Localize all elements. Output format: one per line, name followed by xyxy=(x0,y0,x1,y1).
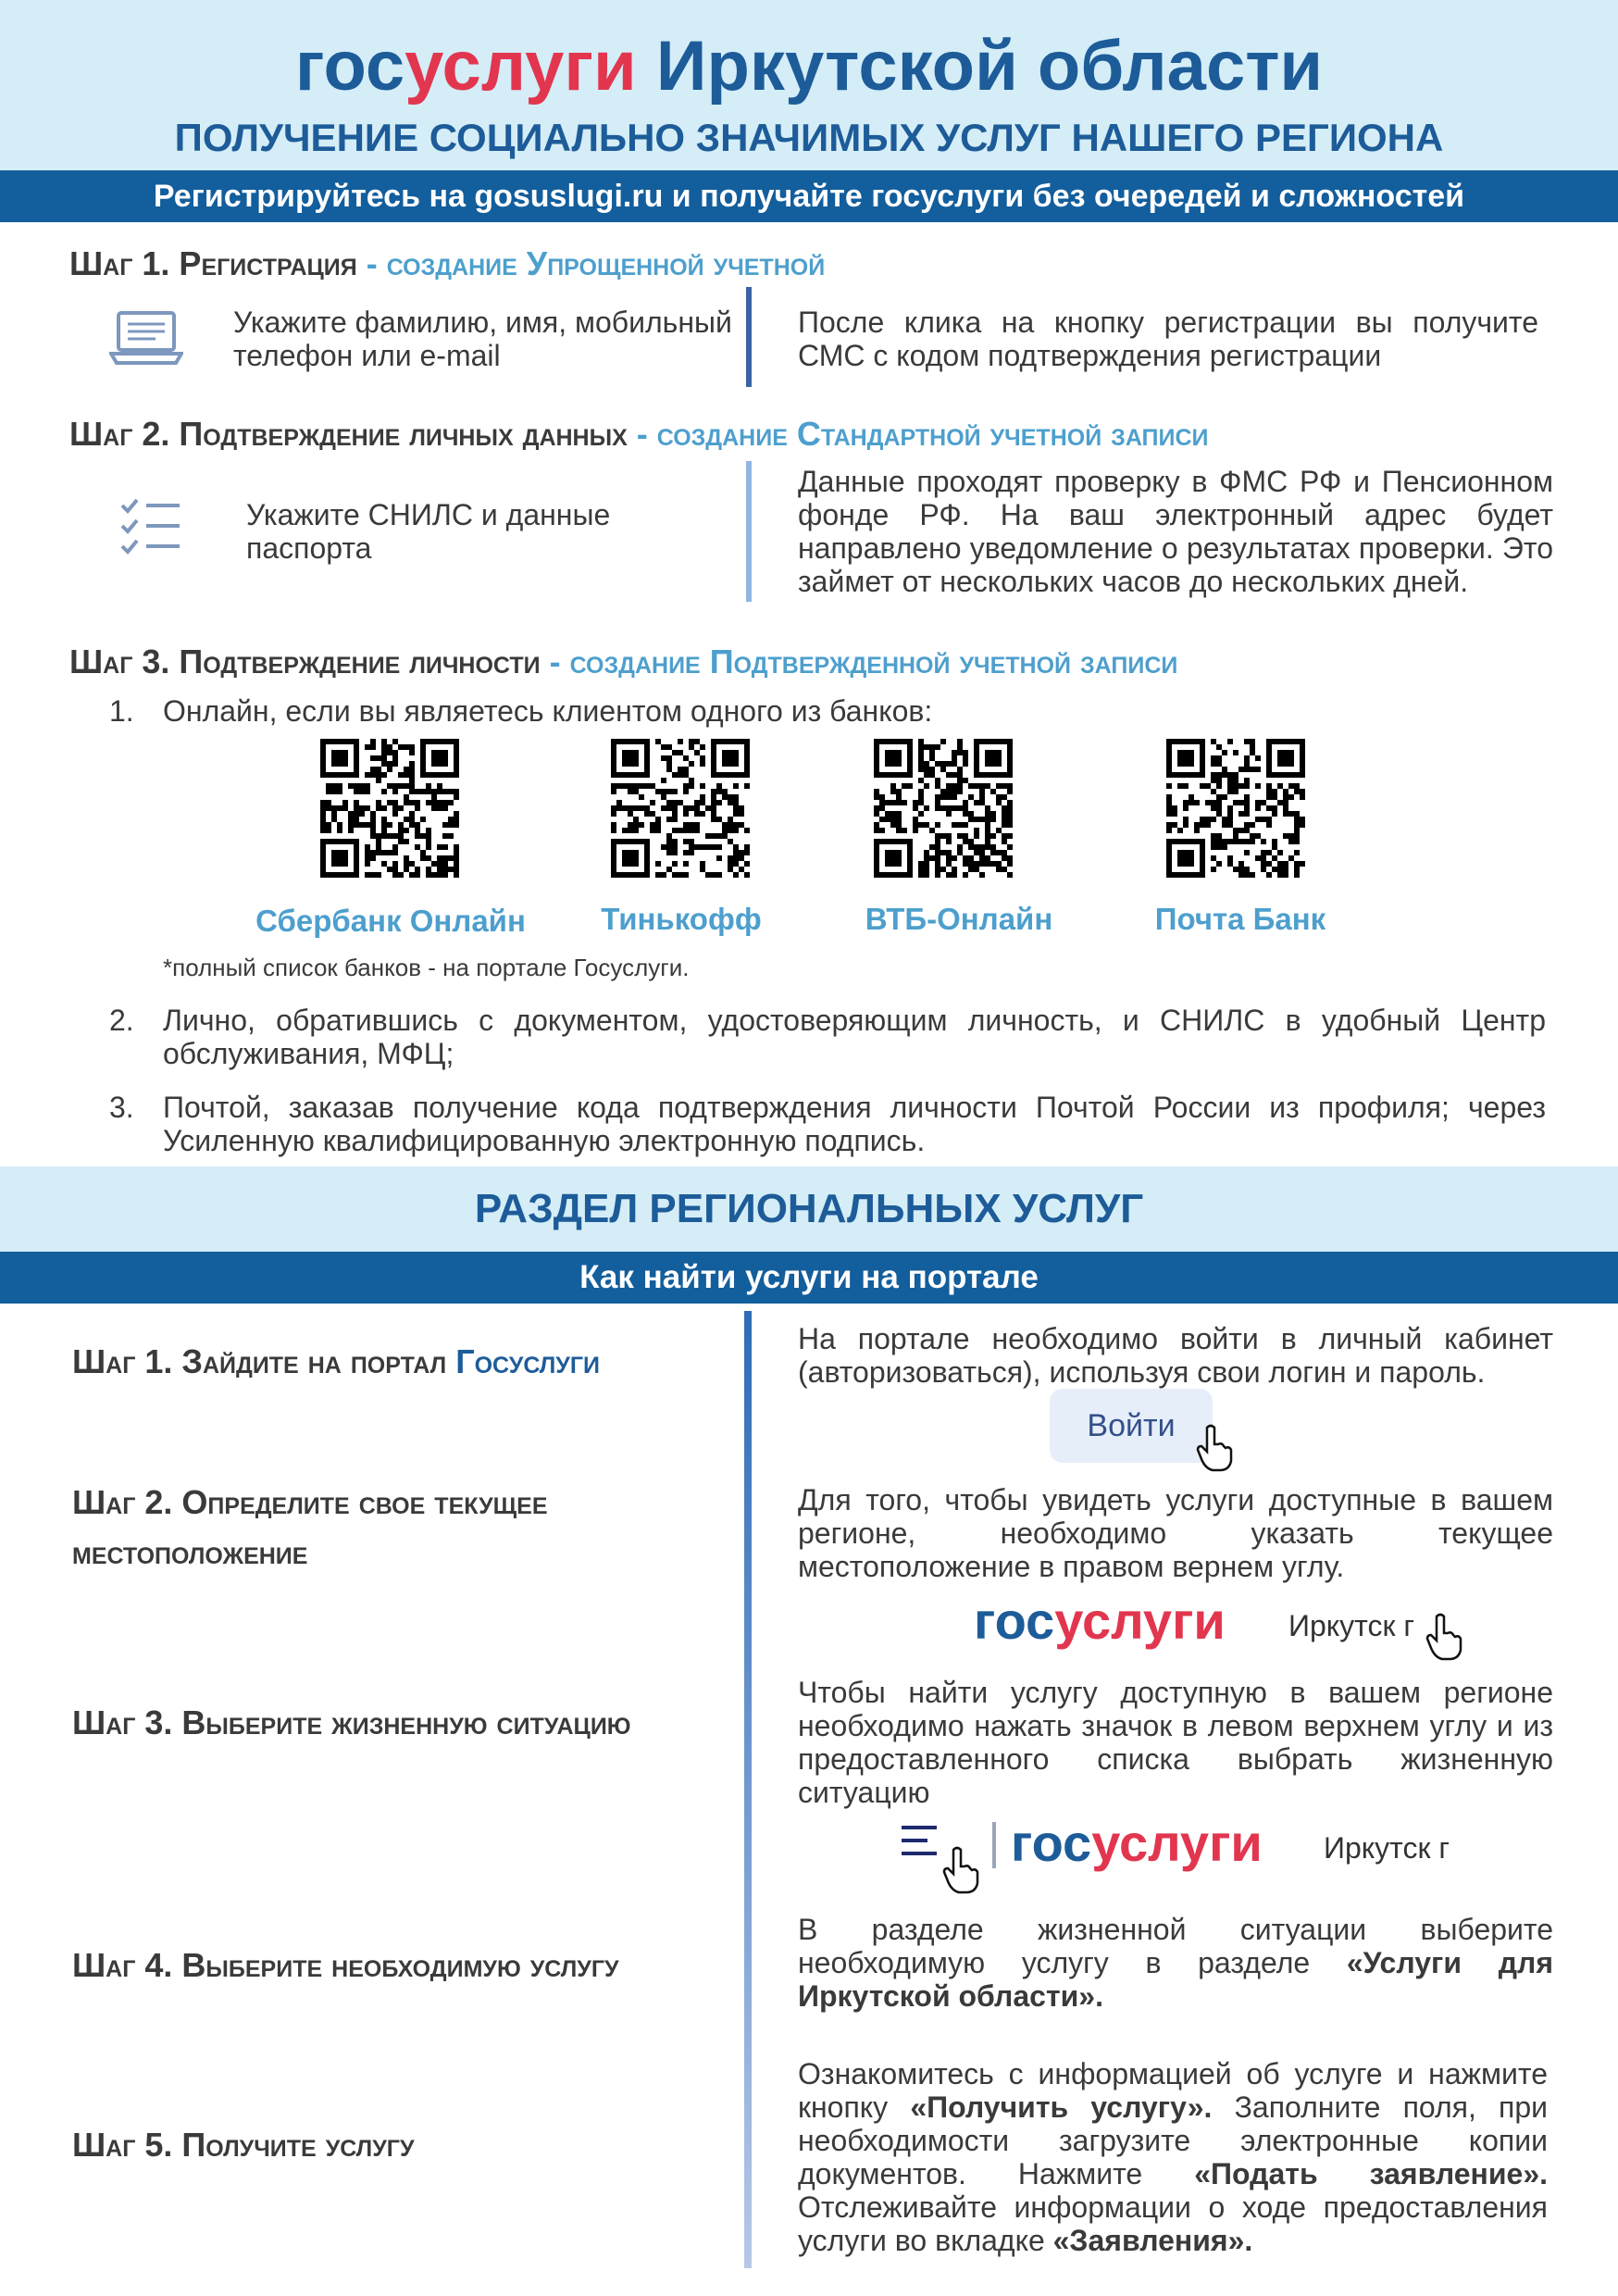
qr-code-vtb[interactable] xyxy=(874,739,1013,878)
step5-t1: Ознакомитесь с информацией об услуге и нажмите кнопку xyxy=(798,2057,1548,2124)
bank-label-tinkoff[interactable]: Тинькофф xyxy=(601,902,762,936)
step3-item3-text: Почтой, заказав получение кода подтверждения личности Почтой России из профиля; через Усиленную квалифицированную электронную подпись. xyxy=(163,1091,1546,1157)
laptop-icon xyxy=(109,309,183,367)
step2-title: Шаг 2. Подтверждение личных данных xyxy=(69,415,628,453)
banks-note: *полный список банков - на портале Госуслуги. xyxy=(163,954,690,981)
regional-step1-heading xyxy=(72,1337,720,1387)
step3-item2-text: Лично, обратившись с документом, удостоверяющим личность, и СНИЛС в удобный Центр обслуживания, МФЦ; xyxy=(163,1004,1546,1070)
step2-left-text: Укажите СНИЛС и данные паспорта xyxy=(246,498,611,565)
gosuslugi-logo xyxy=(1011,1813,1263,1873)
step1-left-text: Укажите фамилию, имя, мобильный телефон или e-mail xyxy=(233,306,732,372)
qr-code-sberbank[interactable] xyxy=(320,739,459,878)
step5-b1: «Получить услугу». xyxy=(910,2090,1213,2124)
step3-item1-text: Онлайн, если вы являетесь клиентом одного из банков: xyxy=(163,694,933,728)
register-banner: Регистрируйтесь на gosuslugi.ru и получайте госуслуги без очередей и сложностей xyxy=(0,170,1618,222)
bank-label-vtb[interactable]: ВТБ-Онлайн xyxy=(865,902,1053,936)
step1-divider xyxy=(746,287,752,387)
logo-part-gos: гос xyxy=(294,27,405,106)
step2-heading xyxy=(69,413,1209,455)
regional-step2-heading: Шаг 2. Определите свое текущее местоположение xyxy=(72,1483,548,1571)
hand-cursor-icon xyxy=(1425,1613,1464,1661)
step5-t2: Заполните поля, при необходимости загрузите электронные копии документов. Нажмите xyxy=(798,2090,1549,2190)
qr-code-tinkoff[interactable] xyxy=(611,739,750,878)
step1-subtitle: - создание Упрощенной учетной xyxy=(366,244,826,282)
menu-icon[interactable] xyxy=(900,1824,942,1861)
city-label: Иркутск г xyxy=(1324,1831,1450,1865)
regional-step4-heading: Шаг 4. Выберите необходимую услугу xyxy=(72,1946,619,1984)
step3-item1-number: 1. xyxy=(109,694,134,728)
step1-title: Шаг 1. Регистрация xyxy=(69,244,357,282)
step3-item3-number: 3. xyxy=(109,1091,134,1124)
bank-label-sberbank[interactable]: Сбербанк Онлайн xyxy=(255,904,526,938)
page-title xyxy=(0,20,1618,113)
regional-title: РАЗДЕЛ РЕГИОНАЛЬНЫХ УСЛУГ xyxy=(474,1186,1144,1231)
regional-step4-text xyxy=(798,1913,1553,2013)
logo2-part-gos: гос xyxy=(974,1591,1055,1650)
regional-step5-heading: Шаг 5. Получите услугу xyxy=(72,2126,415,2164)
gosuslugi-logo xyxy=(974,1591,1226,1651)
step5-t3: Отслеживайте информации о ходе предоставления услуги во вкладке xyxy=(798,2190,1548,2257)
regional-step4-text-plain: В разделе жизненной ситуации выберите необходимую услугу в разделе xyxy=(798,1913,1553,1979)
step3-subtitle: - создание Подтвержденной учетной записи xyxy=(549,643,1178,680)
logo3-part-gos: гос xyxy=(1011,1814,1092,1872)
step5-b2: «Подать заявление». xyxy=(1194,2157,1549,2190)
regional-step1-title: Шаг 1. Зайдите на портал xyxy=(72,1342,456,1380)
regional-step4-text-bold: «Услуги для Иркутской области». xyxy=(798,1946,1554,2013)
step3-item2-number: 2. xyxy=(109,1004,134,1037)
step2-right-text: Данные проходят проверку в ФМС РФ и Пенсионном фонде РФ. На ваш электронный адрес будет направлено уведомление о результатах проверки. Это займет от нескольких часов до нескольких дней. xyxy=(798,465,1553,598)
logo2-part-uslugi: услуги xyxy=(1054,1591,1226,1650)
step2-divider xyxy=(746,461,752,602)
region-title: Иркутской области xyxy=(655,27,1324,106)
logo3-part-uslugi: услуги xyxy=(1091,1814,1263,1872)
regional-step3-text: Чтобы найти услугу доступную в вашем регионе необходимо нажать значок в левом верхнем углу и из предоставленного списка выбрать жизненную ситуацию xyxy=(798,1676,1553,1809)
step2-subtitle: - создание Стандартной учетной записи xyxy=(636,415,1209,453)
regional-divider xyxy=(744,1311,752,2268)
step3-heading xyxy=(69,641,1177,683)
login-button[interactable]: Войти xyxy=(1050,1389,1213,1463)
regional-step5-text xyxy=(798,2057,1548,2257)
step1-right-text: После клика на кнопку регистрации вы получите СМС с кодом подтверждения регистрации xyxy=(798,306,1538,372)
step5-b3: «Заявления». xyxy=(1052,2224,1253,2257)
regional-step1-highlight: Госуслуги xyxy=(455,1342,600,1380)
regional-step1-text: На портале необходимо войти в личный кабинет (авторизоваться), используя свои логин и пароль. xyxy=(798,1322,1553,1389)
step1-heading xyxy=(69,243,825,285)
qr-code-pochta[interactable] xyxy=(1166,739,1305,878)
hand-cursor-icon xyxy=(1196,1424,1235,1472)
city-selector[interactable]: Иркутск г xyxy=(1288,1609,1415,1642)
logo-part-uslugi: услуги xyxy=(404,27,637,106)
page-subtitle: ПОЛУЧЕНИЕ СОЦИАЛЬНО ЗНАЧИМЫХ УСЛУГ НАШЕГО РЕГИОНА xyxy=(174,116,1444,159)
checklist-icon xyxy=(118,496,183,557)
step3-title: Шаг 3. Подтверждение личности xyxy=(69,643,541,680)
bank-label-pochta[interactable]: Почта Банк xyxy=(1154,902,1326,936)
regional-banner: Как найти услуги на портале xyxy=(0,1252,1618,1304)
regional-step2-text: Для того, чтобы увидеть услуги доступные в вашем регионе, необходимо указать текущее местоположение в правом вернем углу. xyxy=(798,1483,1553,1583)
regional-step3-heading: Шаг 3. Выберите жизненную ситуацию xyxy=(72,1703,631,1741)
hand-cursor-icon xyxy=(942,1846,981,1894)
logo-separator xyxy=(992,1822,996,1868)
